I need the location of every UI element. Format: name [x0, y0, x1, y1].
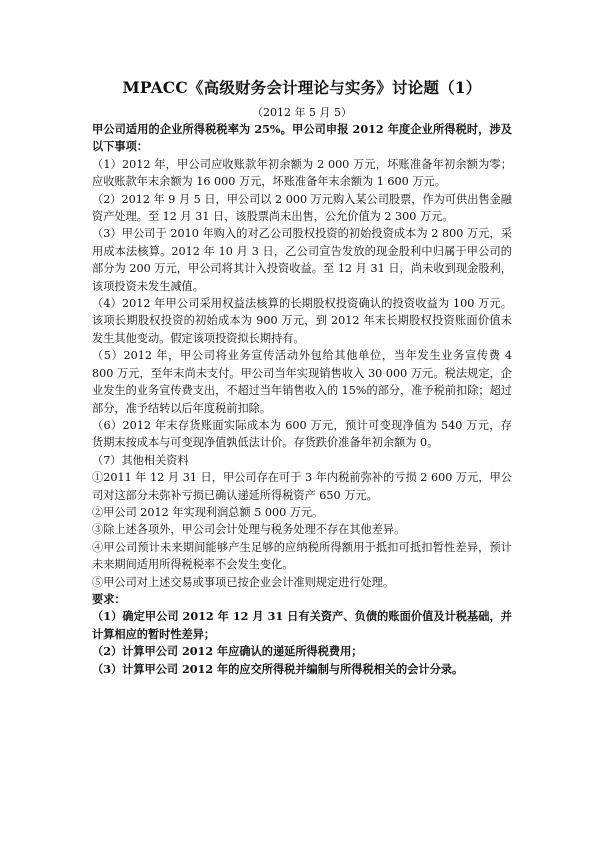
item-6: （6）2012 年末存货账面实际成本为 600 万元，预计可变现净值为 540 万元，存货期末按成本与可变现净值孰低法计价。存货跌价准备年初余额为 0。 [92, 418, 512, 450]
item-7-heading: （7）其他相关资料 [92, 453, 189, 467]
requirement-2: （2）计算甲公司 2012 年应确认的递延所得税费用； [92, 644, 363, 659]
item-3: （3）甲公司于 2010 年购入的对乙公司股权投资的初始投资成本为 2 800 万元，采用成本法核算。2012 年 10 月 3 日，乙公司宣告发放的现金股利中归属于甲公司的部分为 200 万元，甲公司将其计入投资收益。至 12 月 31 日，尚未收到现金股利，该项投资未发生减值。 [92, 227, 512, 293]
item-2: （2）2012 年 9 月 5 日，甲公司以 2 000 万元购入某公司股票，作为可供出售金融资产处理。至 12 月 31 日，该股票尚未出售，公允价值为 2 300 万元。 [92, 192, 512, 224]
requirement-1: （1）确定甲公司 2012 年 12 月 31 日有关资产、负债的账面价值及计税基础，并计算相应的暂时性差异； [92, 609, 512, 641]
document-date: （2012 年 5 月 5） [252, 106, 352, 119]
requirement-3: （3）计算甲公司 2012 年的应交所得税并编制与所得税相关的会计分录。 [92, 661, 464, 676]
item-7-sub-2: ②甲公司 2012 年实现利润总额 5 000 万元。 [92, 505, 324, 519]
intro-paragraph: 甲公司适用的企业所得税税率为 25%。甲公司申报 2012 年度企业所得税时，涉及以下事项： [92, 122, 512, 154]
item-1: （1）2012 年，甲公司应收账款年初余额为 2 000 万元，坏账准备年初余额为零；应收账款年末余额为 16 000 万元，坏账准备年末余额为 1 600 万元。 [92, 157, 512, 189]
item-7-sub-4: ④甲公司预计未来期间能够产生足够的应纳税所得额用于抵扣可抵扣暂性差异，预计未来期间适用所得税税率不会发生变化。 [92, 540, 512, 572]
item-4: （4）2012 年甲公司采用权益法核算的长期股权投资确认的投资收益为 100 万元。该项长期股权投资的初始成本为 900 万元，到 2012 年末长期股权投资账面价值未发生其他变动。假定该项投资拟长期持有。 [92, 297, 512, 345]
item-7-sub-3: ③除上述各项外，甲公司会计处理与税务处理不存在其他差异。 [92, 523, 406, 537]
document-title: MPACC《高级财务会计理论与实务》讨论题（1） [122, 78, 482, 97]
item-7-sub-1: ①2011 年 12 月 31 日，甲公司存在可于 3 年内税前弥补的亏损 2 600 万元，甲公司对这部分未弥补亏损已确认递延所得税资产 650 万元。 [92, 471, 512, 502]
item-5: （5）2012 年，甲公司将业务宣传活动外包给其他单位，当年发生业务宣传费 4 800 万元，至年末尚未支付。甲公司当年实现销售收入 30 000 万元。税法规定，企业发生的业务宣传费支出，不超过当年销售收入的 15%的部分，准予税前扣除；超过部分，准予结转以后年度税前扣除。 [92, 349, 512, 415]
item-7-sub-5: ⑤甲公司对上述交易或事项已按企业会计准则规定进行处理。 [92, 575, 395, 589]
requirements-title: 要求： [92, 591, 126, 606]
